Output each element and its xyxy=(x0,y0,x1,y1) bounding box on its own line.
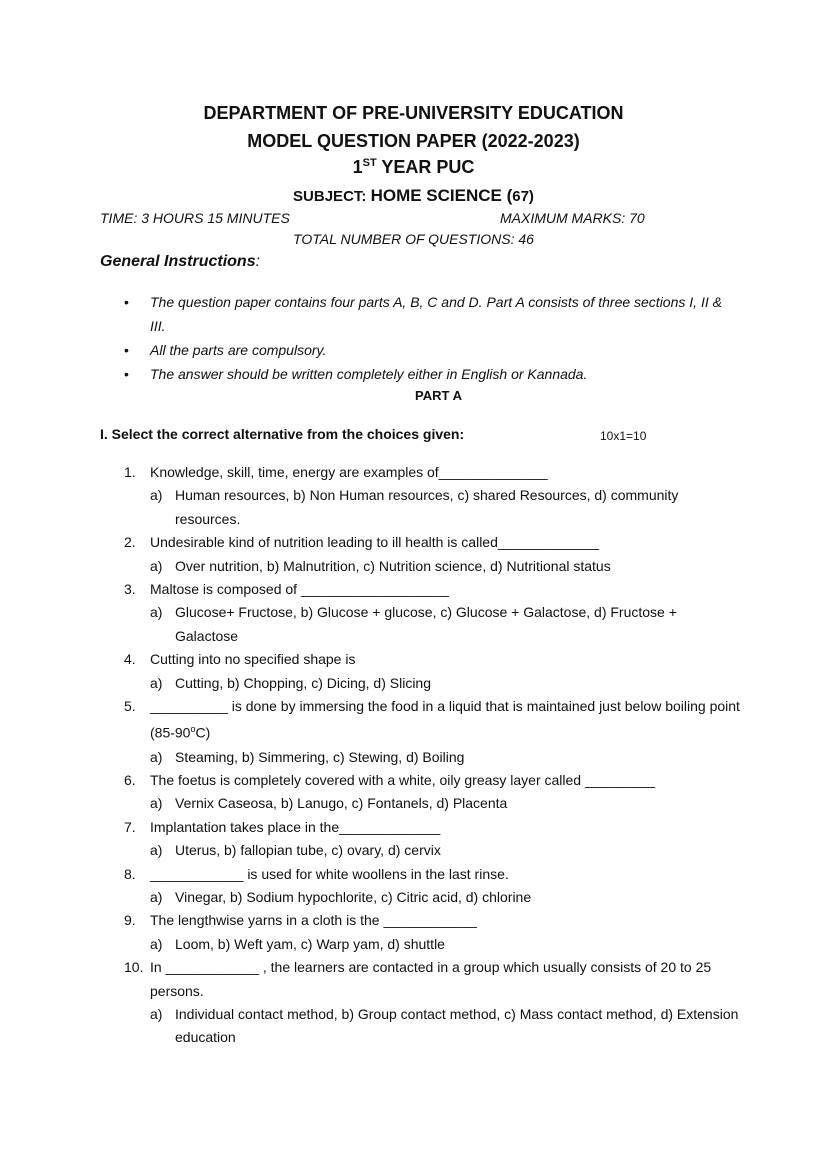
options-text: Loom, b) Weft yam, c) Warp yam, d) shuttle xyxy=(175,935,445,952)
question-item xyxy=(100,909,740,956)
instruction-item: • The answer should be written completely either in English or Kannada. xyxy=(100,362,740,386)
subject-code: 67) xyxy=(512,188,534,205)
instruction-item: • The question paper contains four parts A, B, C and D. Part A consists of three sections I, II & III. xyxy=(100,290,740,338)
question-options xyxy=(150,839,740,862)
question-text: Undesirable kind of nutrition leading to ill health is called_____________ xyxy=(150,534,600,551)
question-text: In ____________ , the learners are contacted in a group which usually consists of 20 to 25 persons. xyxy=(150,959,712,999)
question-number: 1. xyxy=(124,464,136,480)
option-letter: a) xyxy=(150,935,163,952)
section-i-heading: I. Select the correct alternative from the choices given: xyxy=(100,426,465,442)
question-number: 2. xyxy=(124,534,136,551)
question-text xyxy=(150,695,740,745)
option-letter: a) xyxy=(150,795,163,812)
time-allowed: TIME: 3 HOURS 15 MINUTES xyxy=(100,210,290,226)
question-number: 5. xyxy=(124,698,136,715)
question-options xyxy=(150,672,740,695)
question-item xyxy=(100,863,740,910)
question-list xyxy=(100,461,740,1050)
options-text: Glucose+ Fructose, b) Glucose + glucose, c) Glucose + Galactose, d) Fructose + Galactose xyxy=(175,604,677,644)
total-questions: TOTAL NUMBER OF QUESTIONS: 46 xyxy=(293,231,534,247)
section-i-marks: 10x1=10 xyxy=(600,429,647,443)
question-item xyxy=(100,956,740,1050)
question-item xyxy=(100,578,740,648)
instructions-heading-text: General Instructions xyxy=(100,253,256,270)
question-number: 3. xyxy=(124,581,136,598)
instructions-heading-colon: : xyxy=(255,253,261,270)
question-item xyxy=(100,648,740,695)
options-text: Vernix Caseosa, b) Lanugo, c) Fontanels, d) Placenta xyxy=(175,795,508,812)
question-item xyxy=(100,531,740,578)
year-superscript: ST xyxy=(362,157,377,169)
question-options xyxy=(150,601,740,648)
question-number: 9. xyxy=(124,912,136,929)
question-text: The foetus is completely covered with a white, oily greasy layer called _________ xyxy=(150,771,656,788)
question-item xyxy=(100,461,740,531)
question-options xyxy=(150,555,740,578)
options-text: Human resources, b) Non Human resources, c) shared Resources, d) community resources. xyxy=(175,487,679,527)
question-number: 7. xyxy=(124,818,136,835)
subject-name: HOME SCIENCE ( xyxy=(370,186,513,205)
question-options xyxy=(150,1003,740,1050)
option-letter: a) xyxy=(150,888,163,905)
question-number: 8. xyxy=(124,865,136,882)
options-text: Uterus, b) fallopian tube, c) ovary, d) cervix xyxy=(175,842,441,859)
question-options xyxy=(150,933,740,956)
question-number: 4. xyxy=(124,651,136,668)
subject-heading xyxy=(0,186,827,206)
degree-superscript: o xyxy=(190,724,196,735)
question-text: The lengthwise yarns in a cloth is the ____________ xyxy=(150,912,477,929)
paper-title: MODEL QUESTION PAPER (2022-2023) xyxy=(247,131,580,151)
options-text: Individual contact method, b) Group contact method, c) Mass contact method, d) Extension education xyxy=(175,1006,739,1046)
instruction-item: • All the parts are compulsory. xyxy=(100,338,740,362)
year-text: YEAR PUC xyxy=(376,157,475,177)
instructions-list xyxy=(100,290,740,386)
year-number: 1 xyxy=(352,157,363,177)
general-instructions-heading xyxy=(100,253,260,271)
option-letter: a) xyxy=(150,487,163,504)
subject-label: SUBJECT: xyxy=(293,188,371,205)
option-letter: a) xyxy=(150,748,163,765)
question-options xyxy=(150,484,740,531)
question-options xyxy=(150,886,740,909)
question-text: Cutting into no specified shape is xyxy=(150,651,356,668)
option-letter: a) xyxy=(150,557,163,574)
question-text-main: __________ is done by immersing the food in a liquid that is maintained just below boiling point (85-90 xyxy=(150,698,740,742)
year-heading xyxy=(0,157,827,178)
question-text: Implantation takes place in the_____________ xyxy=(150,818,441,835)
options-text: Vinegar, b) Sodium hypochlorite, c) Citric acid, d) chlorine xyxy=(175,888,532,905)
option-letter: a) xyxy=(150,1006,163,1022)
department-heading: DEPARTMENT OF PRE-UNIVERSITY EDUCATION xyxy=(203,103,624,123)
options-text: Cutting, b) Chopping, c) Dicing, d) Slicing xyxy=(175,674,432,691)
options-text: Steaming, b) Simmering, c) Stewing, d) Boiling xyxy=(175,748,465,765)
question-item xyxy=(100,695,740,769)
question-text: ____________ is used for white woollens in the last rinse. xyxy=(150,865,509,882)
options-text: Over nutrition, b) Malnutrition, c) Nutrition science, d) Nutritional status xyxy=(175,557,611,574)
question-options xyxy=(150,746,740,769)
question-item xyxy=(100,816,740,863)
maximum-marks: MAXIMUM MARKS: 70 xyxy=(500,210,645,226)
question-item xyxy=(100,769,740,816)
part-a-heading: PART A xyxy=(415,388,462,403)
question-options xyxy=(150,792,740,815)
question-number: 10. xyxy=(124,959,144,976)
question-text: Knowledge, skill, time, energy are examples of______________ xyxy=(150,464,548,480)
question-text: Maltose is composed of ___________________ xyxy=(150,581,449,598)
question-number: 6. xyxy=(124,771,136,788)
question-text-end: C) xyxy=(195,725,211,742)
option-letter: a) xyxy=(150,604,163,621)
option-letter: a) xyxy=(150,674,163,691)
option-letter: a) xyxy=(150,842,163,859)
